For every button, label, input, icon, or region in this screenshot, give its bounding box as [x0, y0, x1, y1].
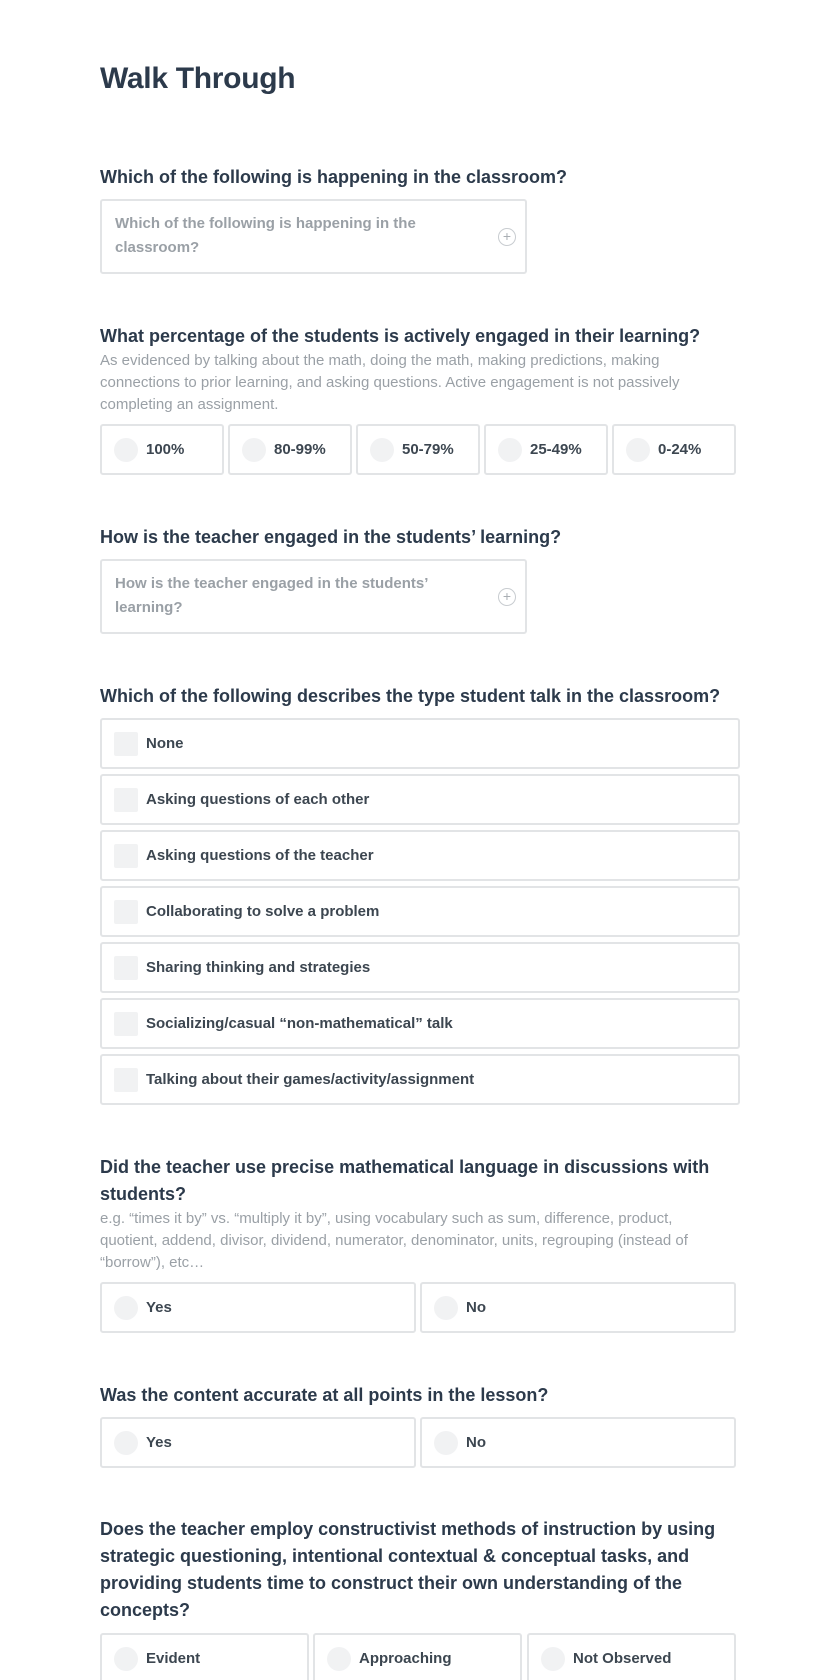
student-talk-option-games[interactable] — [100, 1054, 740, 1105]
constructivist-option-approaching[interactable] — [313, 1633, 522, 1680]
student-talk-option-questions-each-other[interactable] — [100, 774, 740, 825]
option-label: 25-49% — [530, 441, 582, 458]
radio-button[interactable] — [370, 438, 394, 462]
question-classroom-activity: Which of the following is happening in the classroom? — [100, 167, 568, 187]
radio-button[interactable] — [114, 1431, 138, 1455]
student-talk-option-collaborating[interactable] — [100, 886, 740, 937]
question-content-accurate: Was the content accurate at all points in the lesson? — [100, 1385, 549, 1405]
checkbox[interactable] — [114, 956, 138, 980]
student-talk-option-socializing[interactable] — [100, 998, 740, 1049]
plus-circle-icon[interactable]: + — [498, 228, 516, 246]
checkbox[interactable] — [114, 732, 138, 756]
radio-button[interactable] — [242, 438, 266, 462]
option-label: 80-99% — [274, 441, 326, 458]
option-label: 0-24% — [658, 441, 702, 458]
radio-button[interactable] — [626, 438, 650, 462]
option-label: 50-79% — [402, 441, 454, 458]
option-label: Sharing thinking and strategies — [146, 959, 371, 976]
precise-language-description: e.g. “times it by” vs. “multiply it by”, using vocabulary such as sum, difference, product, quotient, addend, divisor, dividend, numerator, denominator, units, regrouping (instead of “borrow”), etc… — [100, 1210, 688, 1271]
checkbox[interactable] — [114, 1012, 138, 1036]
option-label: No — [466, 1434, 486, 1451]
radio-button[interactable] — [434, 1431, 458, 1455]
option-label: Collaborating to solve a problem — [146, 903, 380, 920]
student-talk-option-questions-teacher[interactable] — [100, 830, 740, 881]
student-talk-option-sharing[interactable] — [100, 942, 740, 993]
content-accurate-option-no[interactable] — [420, 1417, 736, 1468]
question-student-talk: Which of the following describes the type student talk in the classroom? — [100, 686, 721, 706]
engagement-option-80-99[interactable] — [228, 424, 352, 475]
option-label: Yes — [146, 1434, 172, 1451]
engagement-option-25-49[interactable] — [484, 424, 608, 475]
radio-button[interactable] — [114, 1296, 138, 1320]
checkbox[interactable] — [114, 844, 138, 868]
option-label: No — [466, 1299, 486, 1316]
radio-button[interactable] — [498, 438, 522, 462]
radio-button[interactable] — [541, 1647, 565, 1671]
engagement-option-50-79[interactable] — [356, 424, 480, 475]
option-label: Evident — [146, 1650, 201, 1667]
option-label: 100% — [146, 441, 185, 458]
plus-circle-icon[interactable]: + — [498, 588, 516, 606]
option-label: Yes — [146, 1299, 172, 1316]
option-label: Not Observed — [573, 1650, 672, 1667]
classroom-activity-placeholder: Which of the following is happening in the classroom? — [115, 215, 416, 256]
radio-button[interactable] — [327, 1647, 351, 1671]
option-label: Talking about their games/activity/assignment — [146, 1071, 475, 1088]
content-accurate-option-yes[interactable] — [100, 1417, 416, 1468]
question-constructivist-methods: Does the teacher employ constructivist methods of instruction by using strategic questioning, intentional contextual & conceptual tasks, and providing students time to construct their own understanding of the concepts? — [100, 1519, 716, 1620]
classroom-activity-select[interactable] — [100, 199, 527, 274]
precise-language-option-no[interactable] — [420, 1282, 736, 1333]
precise-language-option-yes[interactable] — [100, 1282, 416, 1333]
student-talk-option-none[interactable] — [100, 718, 740, 769]
page-title: Walk Through — [100, 62, 296, 95]
checkbox[interactable] — [114, 900, 138, 924]
question-teacher-engagement: How is the teacher engaged in the students’ learning? — [100, 527, 562, 547]
engagement-option-0-24[interactable] — [612, 424, 736, 475]
constructivist-option-not-observed[interactable] — [527, 1633, 736, 1680]
radio-button[interactable] — [114, 438, 138, 462]
student-engagement-description: As evidenced by talking about the math, doing the math, making predictions, making connections to prior learning, and asking questions. Active engagement is not passively completing an assignment. — [100, 352, 680, 413]
checkbox[interactable] — [114, 788, 138, 812]
option-label: Approaching — [359, 1650, 452, 1667]
question-student-engagement: What percentage of the students is actively engaged in their learning? — [100, 326, 701, 346]
option-label: Socializing/casual “non-mathematical” talk — [146, 1015, 453, 1032]
engagement-option-100[interactable] — [100, 424, 224, 475]
question-precise-language: Did the teacher use precise mathematical language in discussions with students? — [100, 1157, 710, 1204]
radio-button[interactable] — [434, 1296, 458, 1320]
option-label: Asking questions of the teacher — [146, 847, 374, 864]
option-label: Asking questions of each other — [146, 791, 370, 808]
radio-button[interactable] — [114, 1647, 138, 1671]
option-label: None — [146, 735, 184, 752]
teacher-engagement-placeholder: How is the teacher engaged in the students’ learning? — [115, 575, 428, 616]
constructivist-option-evident[interactable] — [100, 1633, 309, 1680]
teacher-engagement-select[interactable] — [100, 559, 527, 634]
checkbox[interactable] — [114, 1068, 138, 1092]
